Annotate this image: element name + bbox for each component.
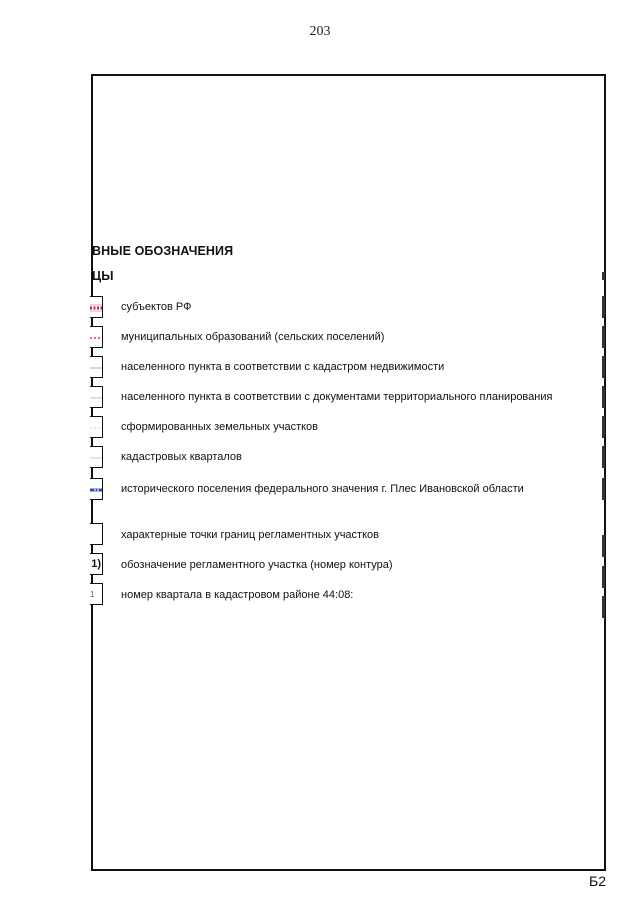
right-edge-tick (602, 272, 605, 280)
dashed-red-line-icon (90, 327, 103, 349)
right-edge-tick (602, 326, 605, 348)
sheet-frame (91, 74, 606, 871)
right-edge-tick (602, 386, 605, 408)
legend-label-cadastral-quarters: кадастровых кварталов (121, 451, 242, 463)
legend-label-settlement-cadastre: населенного пункта в соответствии с кадастром недвижимости (121, 361, 445, 373)
legend-subtitle: ЦЫ (92, 269, 114, 283)
right-edge-tick (602, 596, 605, 618)
legend-title: ВНЫЕ ОБОЗНАЧЕНИЯ (92, 244, 234, 258)
right-edge-tick (602, 446, 605, 468)
legend-symbol-contour-number (90, 553, 103, 575)
right-edge-tick (602, 296, 605, 318)
legend-label-land-plots: сформированных земельных участков (121, 421, 319, 433)
dotted-red-line-icon (90, 297, 103, 319)
right-edge-tick (602, 535, 605, 557)
page-number: 203 (309, 24, 331, 39)
legend-symbol-settlement-cadastre (90, 356, 103, 378)
legend-label-subjects: субъектов РФ (121, 301, 192, 313)
dotted-grey-line-icon (90, 417, 103, 439)
contour-number-symbol: 1) (91, 558, 101, 570)
quarter-number-symbol: 1 (90, 590, 95, 599)
right-edge-tick (602, 566, 605, 588)
legend-label-quarter-number: номер квартала в кадастровом районе 44:08: (121, 589, 354, 601)
thin-grey-line-icon (90, 357, 103, 379)
right-edge-tick (602, 416, 605, 438)
legend-label-contour-number: обозначение регламентного участка (номер контура) (121, 559, 393, 571)
legend-symbol-cadastral-quarters (90, 446, 103, 468)
legend-symbol-characteristic-points (90, 523, 103, 545)
thin-pink-line-icon (90, 387, 103, 409)
legend-label-settlement-planning: населенного пункта в соответствии с документами территориального планирования (121, 391, 553, 403)
legend-label-municipal: муниципальных образований (сельских поселений) (121, 331, 385, 343)
legend-symbol-land-plots (90, 416, 103, 438)
legend-symbol-subjects (90, 296, 103, 318)
legend-symbol-municipal (90, 326, 103, 348)
sheet-code: Б2 (589, 873, 606, 889)
legend-label-historic-settlement: исторического поселения федерального значения г. Плес Ивановской области (121, 483, 524, 495)
right-edge-tick (602, 478, 605, 500)
legend-symbol-historic-settlement (90, 478, 103, 500)
legend-label-characteristic-points: характерные точки границ регламентных участков (121, 529, 379, 541)
legend-symbol-settlement-planning (90, 386, 103, 408)
right-edge-tick (602, 356, 605, 378)
thin-light-line-icon (90, 447, 103, 469)
dash-dot-blue-line-icon (90, 479, 103, 501)
legend-symbol-quarter-number (90, 583, 103, 605)
